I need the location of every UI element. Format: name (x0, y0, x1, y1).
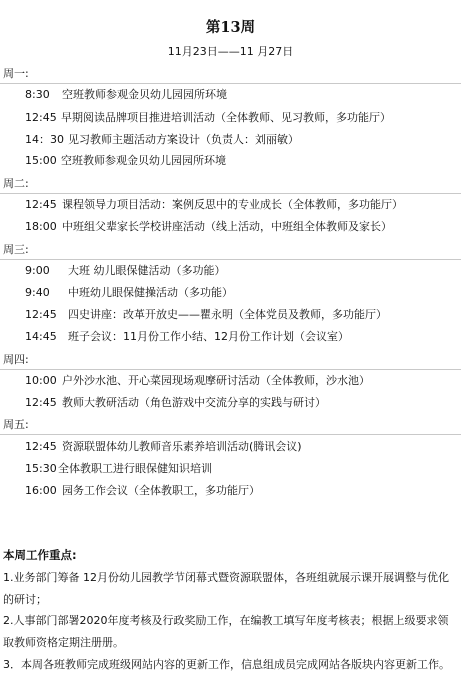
schedule-item (0, 482, 461, 500)
day-label: 周四: (3, 353, 29, 366)
schedule-item (0, 306, 461, 324)
item-time: 12:45 (25, 198, 57, 211)
item-time: 12:45 (25, 396, 57, 409)
item-description: 班子会议：11月份工作小结、12月份工作计划（会议室） (68, 330, 349, 343)
item-time: 14：30 (25, 133, 64, 146)
item-description: 课程领导力项目活动：案例反思中的专业成长（全体教师，多功能厅） (62, 198, 403, 211)
day-header-wednesday (0, 240, 461, 260)
item-time: 8:30 (25, 88, 50, 101)
item-time: 14:45 (25, 330, 57, 343)
schedule-item (0, 328, 461, 346)
day-header-tuesday (0, 174, 461, 194)
item-description: 四史讲座：改革开放史——瞿永明（全体党员及教师，多功能厅） (68, 308, 387, 321)
day-label: 周三: (3, 243, 29, 256)
focus-paragraph: 2.人事部门部署2020年度考核及行政奖励工作，在编教工填写年度考核表；根据上级要求领取教师资格定期注册册。 (3, 614, 449, 649)
item-description: 中班组父辈家长学校讲座活动（线上活动，中班组全体教师及家长） (62, 220, 392, 233)
day-label: 周五: (3, 418, 29, 431)
item-time: 10:00 (25, 374, 57, 387)
schedule-item (0, 394, 461, 412)
day-label: 周一: (3, 67, 29, 80)
item-time: 9:00 (25, 264, 50, 277)
item-time: 12:45 (25, 308, 57, 321)
day-header-friday (0, 415, 461, 435)
item-description: 见习教师主题活动方案设计（负责人：刘丽敏） (68, 133, 299, 146)
item-time: 9:40 (25, 286, 50, 299)
schedule-item (0, 372, 461, 390)
item-description: 资源联盟体幼儿教师音乐素养培训活动(腾讯会议) (62, 440, 302, 453)
item-description: 中班幼儿眼保健操活动（多功能） (68, 286, 233, 299)
item-description: 户外沙水池、开心菜园现场观摩研讨活动（全体教师，沙水池） (62, 374, 370, 387)
day-label: 周二: (3, 177, 29, 190)
item-time: 12:45 (25, 440, 57, 453)
schedule-item (0, 218, 461, 236)
item-time: 18:00 (25, 220, 57, 233)
divider (0, 369, 461, 370)
item-description: 大班 幼儿眼保健活动（多功能） (68, 264, 226, 277)
item-time: 15:00 (25, 154, 57, 167)
section-heading: 本周工作重点: (3, 548, 77, 562)
item-description: 园务工作会议（全体教职工，多功能厅） (62, 484, 260, 497)
divider (0, 434, 461, 435)
page-title: 第13周 (205, 19, 256, 36)
item-description: 教师大教研活动（角色游戏中交流分享的实践与研讨） (62, 396, 326, 409)
schedule-item (0, 284, 461, 302)
schedule-item (0, 86, 461, 104)
item-description: 空班教师参观金贝幼儿园园所环境 (61, 154, 226, 167)
schedule-item (0, 109, 461, 127)
schedule-item (0, 438, 461, 456)
item-description: 早期阅读品牌项目推进培训活动（全体教师、见习教师，多功能厅） (61, 111, 391, 124)
item-time: 12:45 (25, 111, 57, 124)
schedule-item (0, 152, 461, 170)
focus-paragraph: 1.业务部门筹备 12月份幼儿园教学节闭幕式暨资源联盟体，各班组就展示课开展调整与优化的研讨； (3, 571, 449, 606)
divider (0, 259, 461, 260)
schedule-item (0, 262, 461, 280)
day-header-monday (0, 64, 461, 84)
item-time: 15:30 (25, 462, 57, 475)
item-time: 16:00 (25, 484, 57, 497)
item-description: 空班教师参观金贝幼儿园园所环境 (62, 88, 227, 101)
schedule-item (0, 460, 461, 478)
focus-paragraph: 3．本周各班教师完成班级网站内容的更新工作，信息组成员完成网站各版块内容更新工作。 (3, 658, 450, 671)
schedule-item (0, 131, 461, 149)
date-range: 11月23日——11 月27日 (167, 45, 294, 58)
item-description: 全体教职工进行眼保健知识培训 (58, 462, 212, 475)
divider (0, 193, 461, 194)
divider (0, 83, 461, 84)
day-header-thursday (0, 350, 461, 370)
schedule-item (0, 196, 461, 214)
